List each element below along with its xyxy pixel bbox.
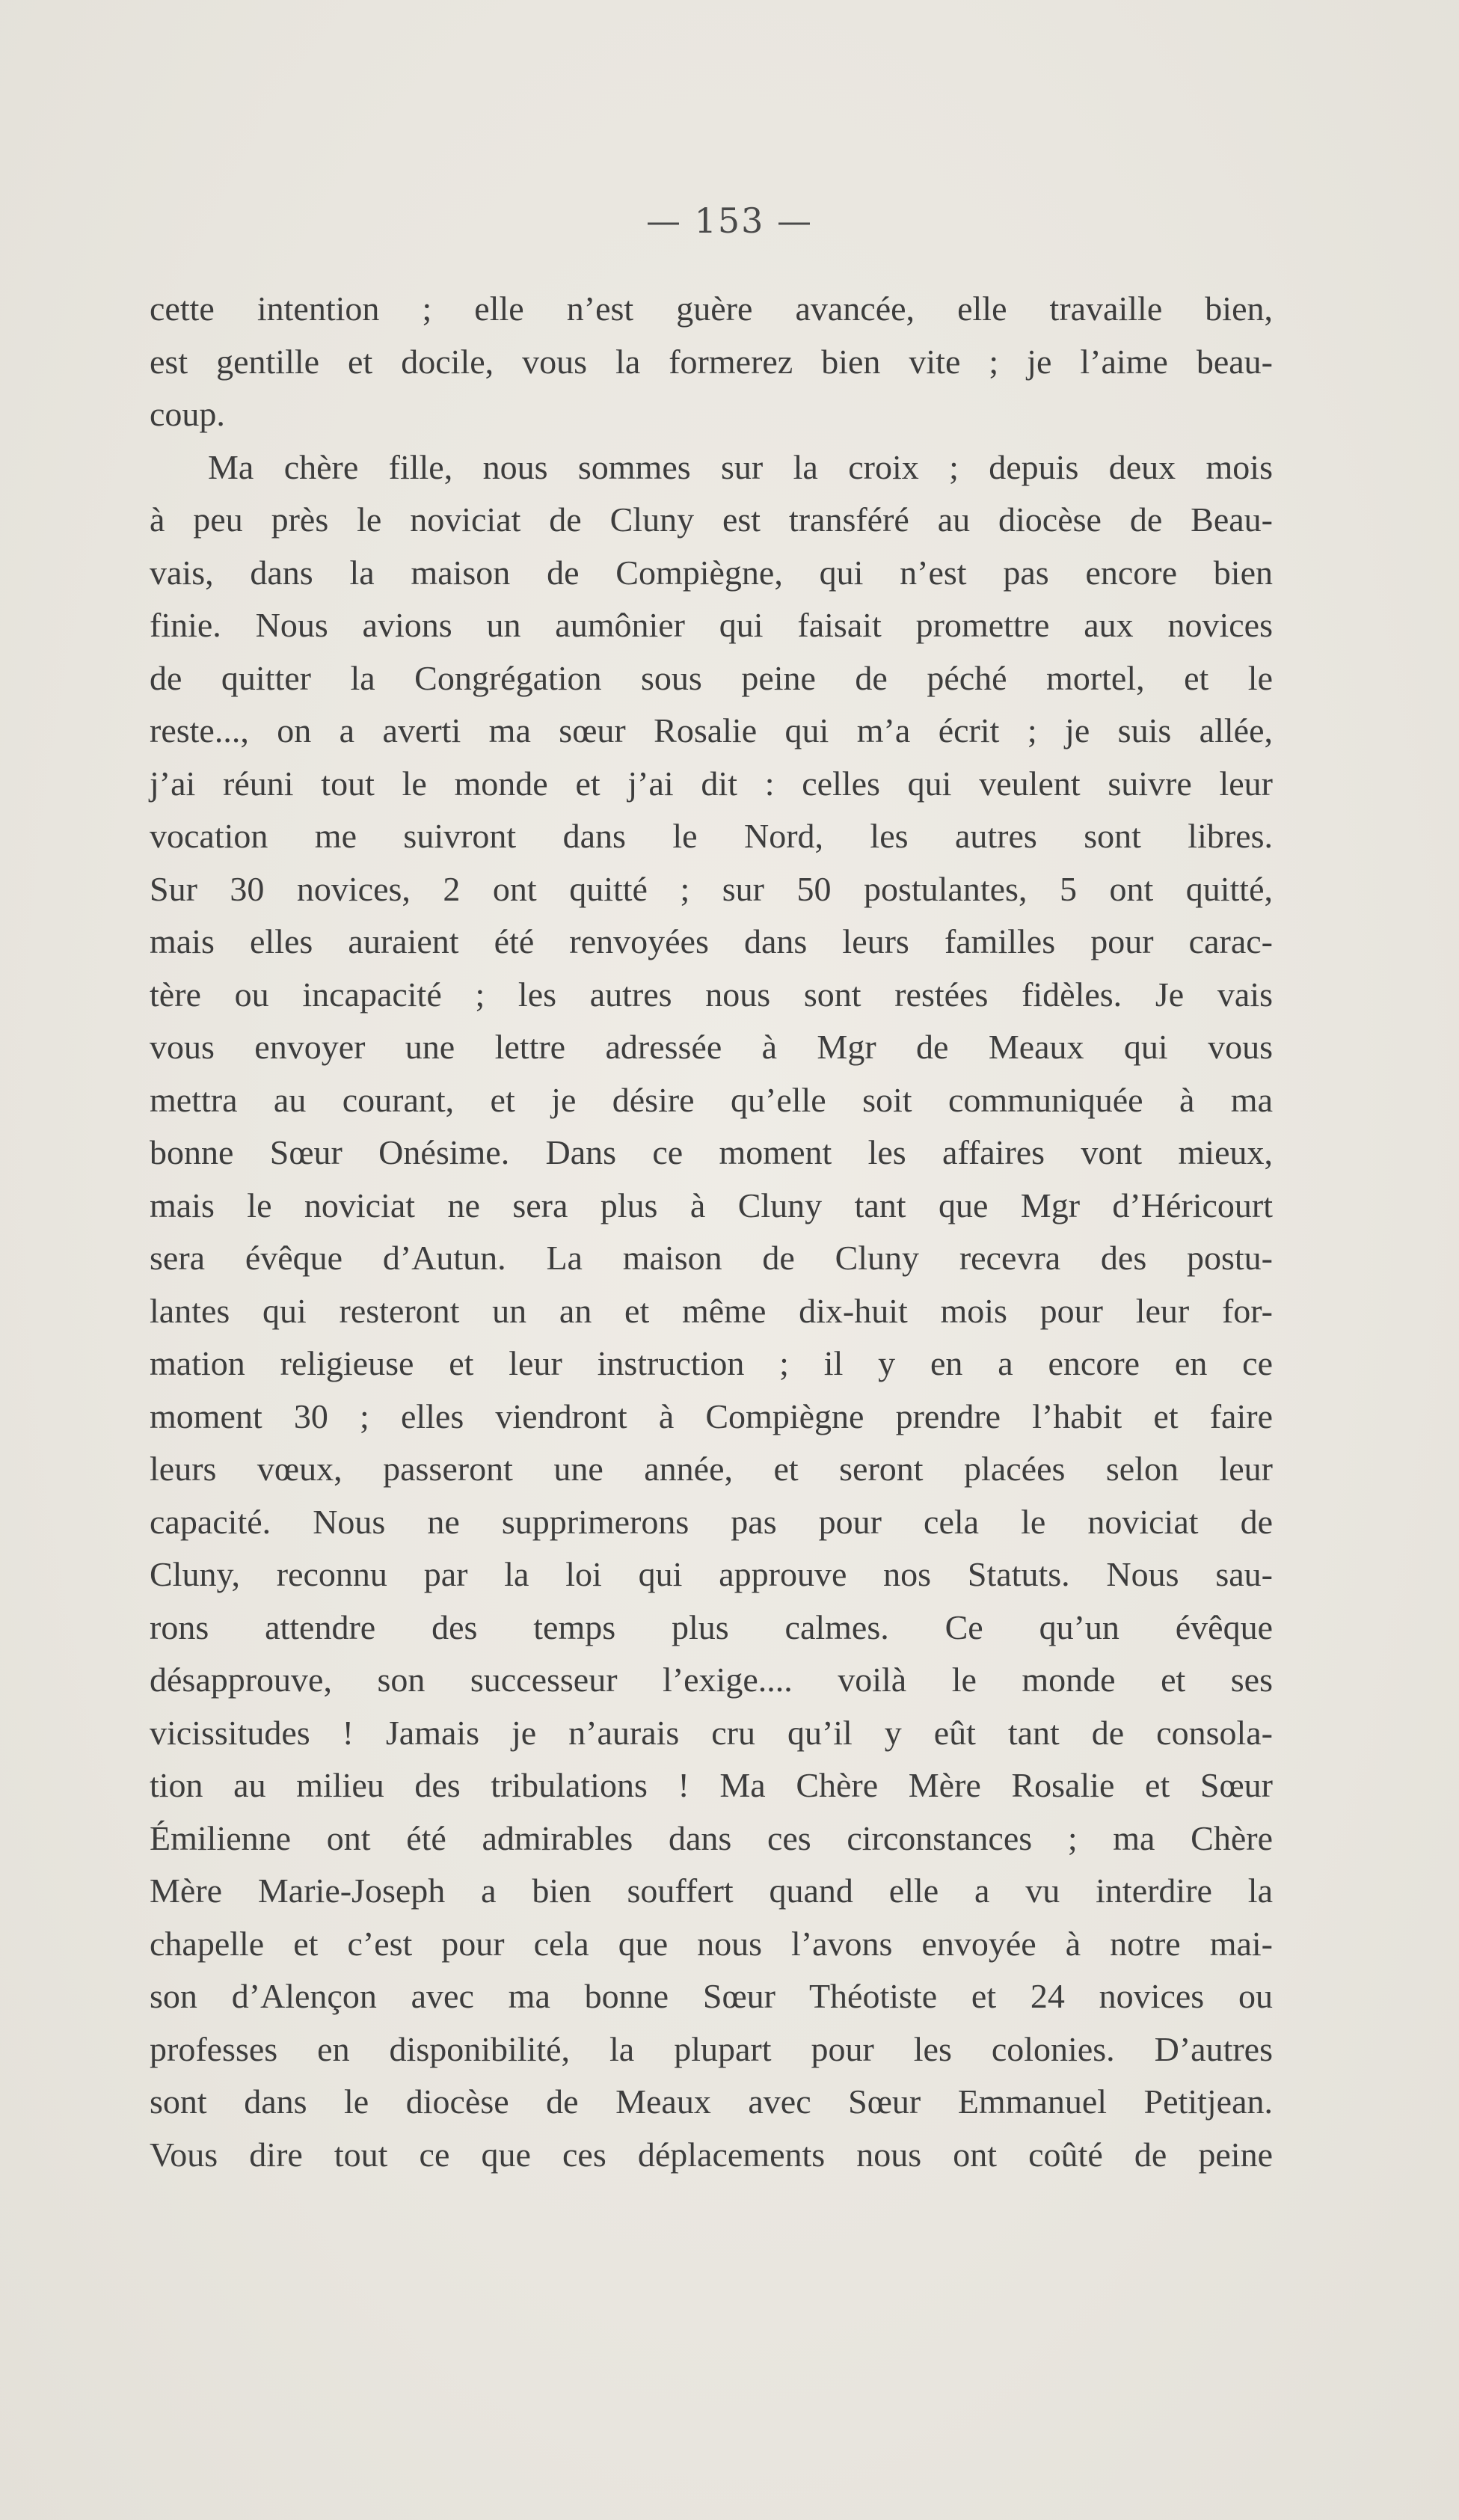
- text-line: de quitter la Congrégation sous peine de péché mortel, et le: [150, 658, 1273, 697]
- text-line: mettra au courant, et je désire qu’elle soit communiquée à ma: [150, 1080, 1273, 1119]
- text-line: vous envoyer une lettre adressée à Mgr de Meaux qui vous: [150, 1028, 1273, 1066]
- text-line: à peu près le noviciat de Cluny est transféré au diocèse de Beau-: [150, 500, 1273, 539]
- text-line: chapelle et c’est pour cela que nous l’avons envoyée à notre mai-: [150, 1924, 1273, 1963]
- text-line: vicissitudes ! Jamais je n’aurais cru qu’il y eût tant de consola-: [150, 1713, 1273, 1752]
- text-line: finie. Nous avions un aumônier qui faisait promettre aux novices: [150, 606, 1273, 644]
- text-line: lantes qui resteront un an et même dix-huit mois pour leur for-: [150, 1291, 1273, 1330]
- text-line: leurs vœux, passeront une année, et seront placées selon leur: [150, 1450, 1273, 1488]
- text-line: coup.: [150, 395, 225, 433]
- text-line: professes en disponibilité, la plupart pour les colonies. D’autres: [150, 2029, 1273, 2068]
- text-line: Ma chère fille, nous sommes sur la croix ; depuis deux mois: [208, 447, 1273, 486]
- text-line: reste..., on a averti ma sœur Rosalie qui m’a écrit ; je suis allée,: [150, 711, 1273, 749]
- text-line: est gentille et docile, vous la formerez bien vite ; je l’aime beau-: [150, 342, 1273, 381]
- text-line: vais, dans la maison de Compiègne, qui n’est pas encore bien: [150, 553, 1273, 592]
- page-number: — 153 —: [645, 200, 814, 241]
- text-line: Cluny, reconnu par la loi qui approuve nos Statuts. Nous sau-: [150, 1555, 1273, 1593]
- body-text: [150, 283, 1273, 2181]
- text-line: cette intention ; elle n’est guère avancée, elle travaille bien,: [150, 289, 1273, 328]
- text-line: moment 30 ; elles viendront à Compiègne prendre l’habit et faire: [150, 1397, 1273, 1435]
- text-line: sera évêque d’Autun. La maison de Cluny recevra des postu-: [150, 1239, 1273, 1277]
- text-line: Vous dire tout ce que ces déplacements nous ont coûté de peine: [150, 2135, 1273, 2174]
- text-line: bonne Sœur Onésime. Dans ce moment les affaires vont mieux,: [150, 1133, 1273, 1171]
- text-line: tion au milieu des tribulations ! Ma Chère Mère Rosalie et Sœur: [150, 1766, 1273, 1804]
- text-line: Mère Marie-Joseph a bien souffert quand elle a vu interdire la: [150, 1871, 1273, 1910]
- text-line: mation religieuse et leur instruction ; il y en a encore en ce: [150, 1344, 1273, 1382]
- text-line: vocation me suivront dans le Nord, les autres sont libres.: [150, 817, 1273, 855]
- text-line: Sur 30 novices, 2 ont quitté ; sur 50 postulantes, 5 ont quitté,: [150, 869, 1273, 908]
- text-line: rons attendre des temps plus calmes. Ce qu’un évêque: [150, 1607, 1273, 1646]
- text-line: son d’Alençon avec ma bonne Sœur Théotiste et 24 novices ou: [150, 1977, 1273, 2015]
- text-line: tère ou incapacité ; les autres nous sont restées fidèles. Je vais: [150, 975, 1273, 1014]
- text-line: Émilienne ont été admirables dans ces circonstances ; ma Chère: [150, 1818, 1273, 1857]
- text-line: capacité. Nous ne supprimerons pas pour cela le noviciat de: [150, 1502, 1273, 1541]
- text-line: sont dans le diocèse de Meaux avec Sœur Emmanuel Petitjean.: [150, 2082, 1273, 2121]
- text-line: désapprouve, son successeur l’exige.... voilà le monde et ses: [150, 1661, 1273, 1699]
- text-line: j’ai réuni tout le monde et j’ai dit : celles qui veulent suivre leur: [150, 764, 1273, 803]
- text-line: mais elles auraient été renvoyées dans leurs familles pour carac-: [150, 922, 1273, 960]
- text-line: mais le noviciat ne sera plus à Cluny tant que Mgr d’Héricourt: [150, 1186, 1273, 1224]
